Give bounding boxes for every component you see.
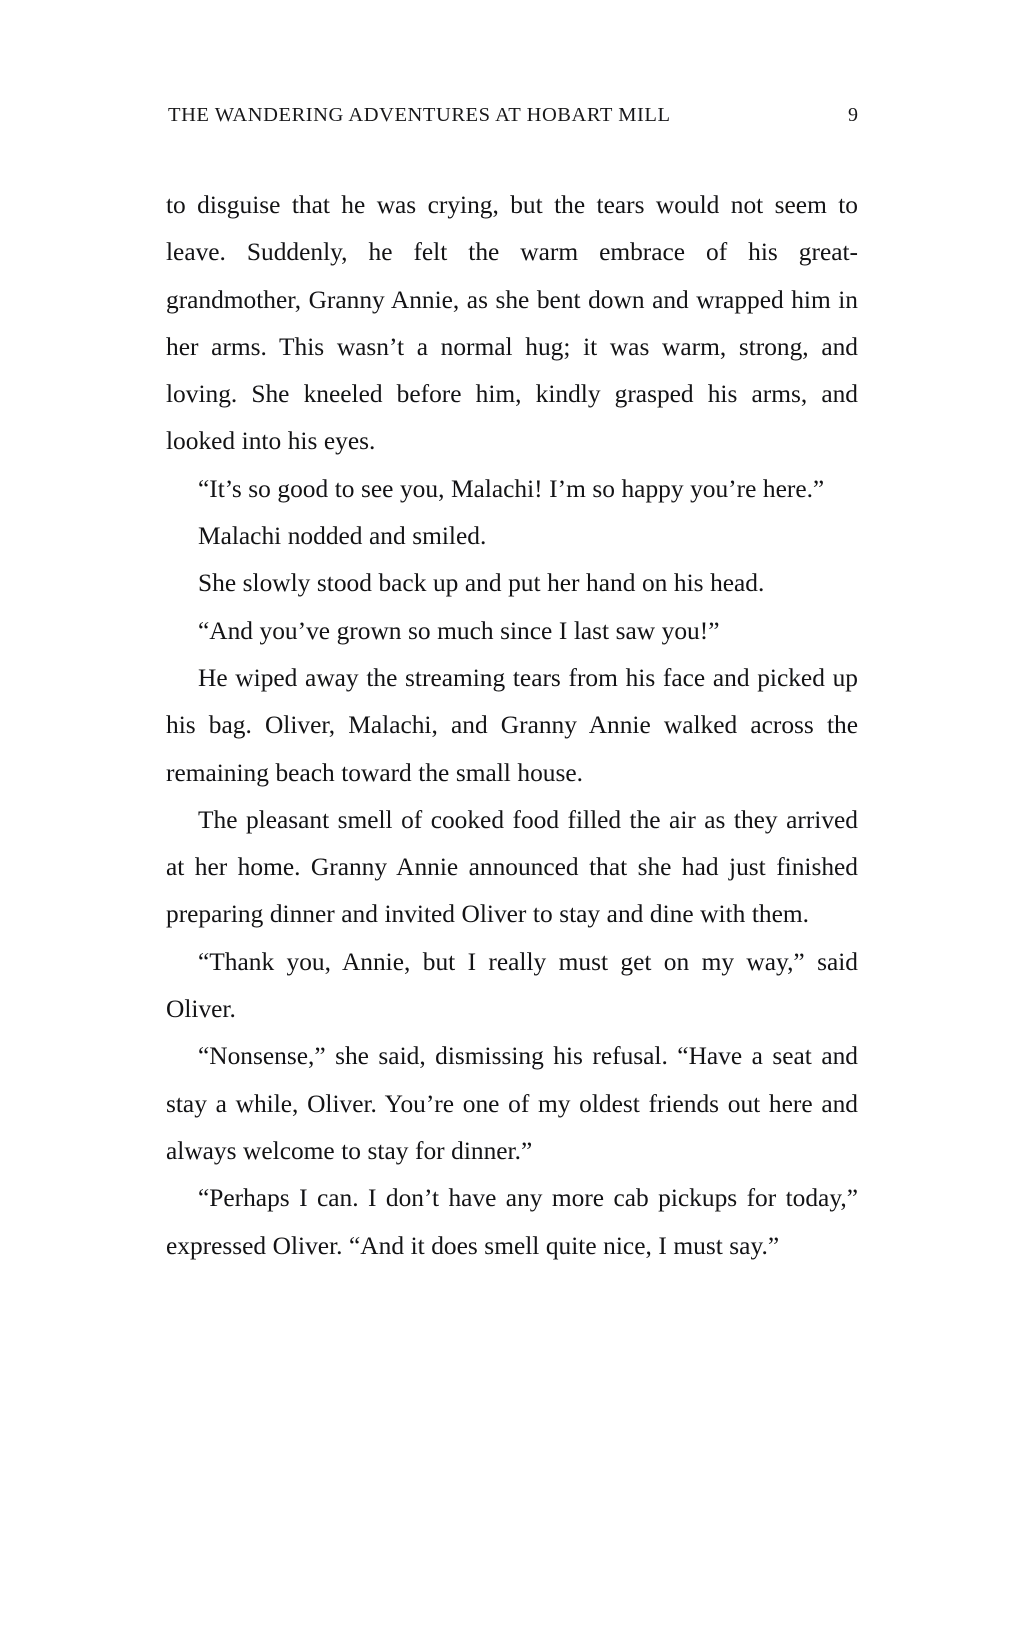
paragraph: She slowly stood back up and put her hand on his head. [198,569,765,598]
paragraph: “It’s so good to see you, Malachi! I’m so happy you’re here.” [198,474,825,503]
paragraph: The pleasant smell of cooked food filled the air as they arrived at her home. Granny Annie announced that she had just finished preparing dinner and invited Oliver to stay and dine with them. [166,805,858,929]
paragraph: “Thank you, Annie, but I really must get on my way,” said Oliver. [166,947,858,1024]
paragraph: He wiped away the streaming tears from his face and picked up his bag. Oliver, Malachi, and Granny Annie walked across the remaining beach toward the small house. [166,663,858,787]
running-head [168,104,858,130]
paragraph: to disguise that he was crying, but the tears would not seem to leave. Suddenly, he felt the warm embrace of his great-grandmother, Granny Annie, as she bent down and wrapped him in her arms. This wasn’t a normal hug; it was warm, strong, and loving. She kneeled before him, kindly grasped his arms, and looked into his eyes. [166,191,858,456]
paragraph: Malachi nodded and smiled. [198,522,487,551]
body-text-block [166,182,858,1270]
running-head-title: THE WANDERING ADVENTURES AT HOBART MILL [168,104,671,126]
page-number: 9 [848,104,858,126]
paragraph: “Perhaps I can. I don’t have any more cab pickups for today,” expressed Oliver. “And it does smell quite nice, I must say.” [166,1184,858,1260]
paragraph: “And you’ve grown so much since I last saw you!” [198,616,720,645]
paragraph: “Nonsense,” she said, dismissing his refusal. “Have a seat and stay a while, Oliver. You’re one of my oldest friends out here and always welcome to stay for dinner.” [166,1042,858,1165]
